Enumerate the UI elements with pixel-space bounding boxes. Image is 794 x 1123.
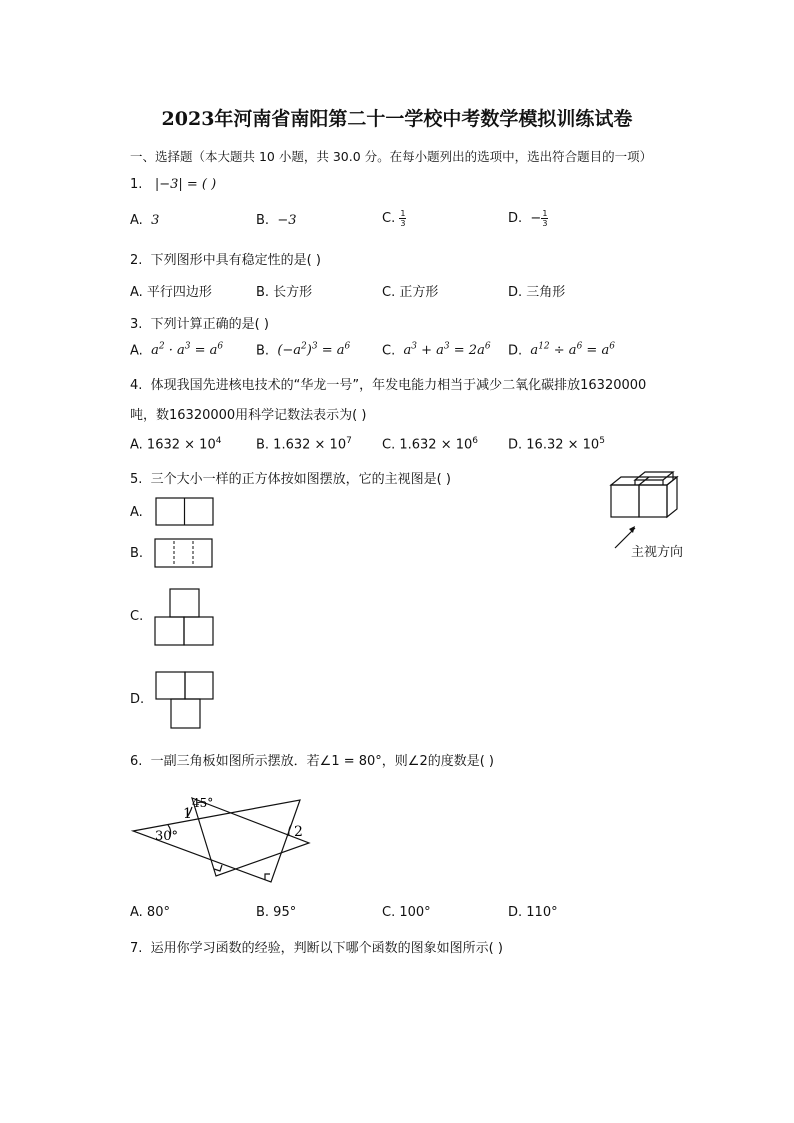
- question-4: 4. 体现我国先进核电技术的“华龙一号”，年发电能力相当于减少二氧化碳排放16320000: [130, 378, 647, 393]
- option-b[interactable]: B. 95°: [256, 905, 297, 920]
- question-stem: 下列图形中具有稳定性的是( ): [150, 253, 321, 268]
- question-stem: 一副三角板如图所示摆放．若∠1 = 80°，则∠2的度数是( ): [150, 754, 494, 769]
- question-stem-line-1: 体现我国先进核电技术的“华龙一号”，年发电能力相当于减少二氧化碳排放16320000: [150, 378, 647, 393]
- angle-30-label: 30°: [155, 829, 179, 844]
- option-a-label[interactable]: A.: [130, 505, 143, 520]
- option-d-label[interactable]: D.: [130, 692, 145, 707]
- option-b-label[interactable]: B.: [130, 546, 144, 561]
- section-heading: 一、选择题（本大题共 10 小题，共 30.0 分。在每小题列出的选项中，选出符合题目的一项）: [130, 149, 653, 164]
- option-a[interactable]: A. $a^2 \cdot a^3 = a^6$: [130, 342, 224, 359]
- angle-45-label: 45°: [192, 796, 214, 810]
- page-title: 2023年河南省南阳第二十一学校中考数学模拟训练试卷: [161, 108, 633, 130]
- option-b[interactable]: B. 长方形: [256, 285, 313, 300]
- option-c-figure[interactable]: [154, 588, 214, 647]
- question-7: 7. 运用你学习函数的经验，判断以下哪个函数的图象如图所示( ): [130, 941, 503, 956]
- option-a[interactable]: A. $1632 \times 10^4$: [130, 436, 222, 453]
- question-1: [130, 177, 216, 192]
- question-5: 5. 三个大小一样的正方体按如图摆放，它的主视图是( ): [130, 472, 451, 487]
- question-2: 2. 下列图形中具有稳定性的是( ): [130, 253, 321, 268]
- question-6: 6. 一副三角板如图所示摆放．若∠1 = 80°，则∠2的度数是( ): [130, 754, 494, 769]
- option-d[interactable]: D. 110°: [508, 905, 558, 920]
- option-a-figure[interactable]: [155, 497, 215, 527]
- option-b[interactable]: B. $1.632 \times 10^7$: [256, 436, 352, 453]
- option-c[interactable]: C. $1.632 \times 10^6$: [382, 436, 478, 453]
- question-stem: 运用你学习函数的经验，判断以下哪个函数的图象如图所示( ): [150, 941, 503, 956]
- option-d[interactable]: D. $16.32 \times 10^5$: [508, 436, 605, 453]
- view-direction-label: 主视方向: [631, 545, 684, 560]
- option-b-figure[interactable]: [154, 538, 214, 569]
- option-a[interactable]: A. 3: [130, 213, 160, 228]
- option-c[interactable]: C. $\frac{1}{3}$: [382, 209, 406, 228]
- question-number: 1.: [130, 177, 143, 192]
- triangle-boards-figure: [128, 785, 318, 885]
- angle-2-label: 2: [294, 824, 303, 840]
- option-a[interactable]: A. 平行四边形: [130, 285, 212, 300]
- option-b[interactable]: B. −3: [256, 213, 297, 228]
- option-c-label[interactable]: C.: [130, 609, 144, 624]
- option-c[interactable]: C. 正方形: [382, 285, 439, 300]
- question-stem: 下列计算正确的是( ): [150, 317, 269, 332]
- option-c[interactable]: C. 100°: [382, 905, 431, 920]
- option-d[interactable]: D. 三角形: [508, 285, 566, 300]
- option-d-figure[interactable]: [155, 671, 215, 730]
- option-a[interactable]: A. 80°: [130, 905, 170, 920]
- option-d[interactable]: D. − $\frac{1}{3}$: [508, 209, 548, 228]
- question-stem: 三个大小一样的正方体按如图摆放，它的主视图是( ): [150, 472, 451, 487]
- option-c[interactable]: C. $a^3 + a^3 = 2a^6$: [382, 342, 491, 359]
- option-b[interactable]: B. $(-a^2)^3 = a^6$: [256, 342, 351, 359]
- option-d[interactable]: D. $a^{12} \div a^6 = a^6$: [508, 342, 615, 359]
- question-stem-line-2: 吨，数16320000用科学记数法表示为( ): [130, 408, 367, 423]
- question-stem: |−3| = ( ): [154, 177, 217, 192]
- question-3: 3. 下列计算正确的是( ): [130, 317, 269, 332]
- angle-1-label: 1: [183, 806, 192, 822]
